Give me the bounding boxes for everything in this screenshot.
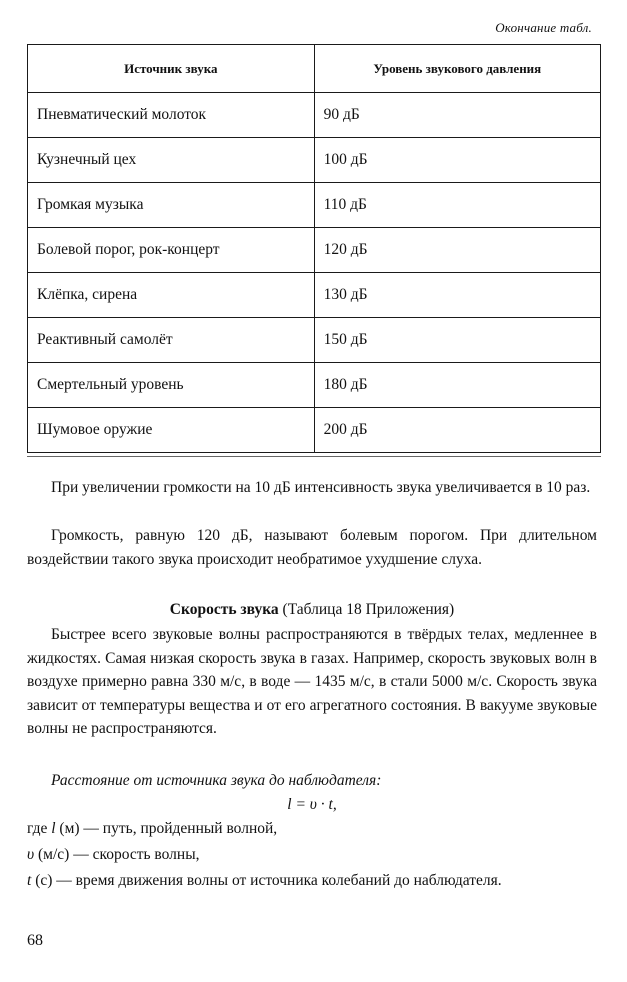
definition-time-text: (с) — время движения волны от источника колебаний до наблюдателя.: [31, 872, 502, 889]
table-cell-source: Громкая музыка: [28, 183, 315, 228]
section-heading-title: Скорость звука: [169, 601, 279, 618]
paragraph-pain-threshold: Громкость, равную 120 дБ, называют болевым порогом. При длительном воздействии такого звука происходит необратимое ухудшение слуха.: [27, 527, 597, 568]
definition-path: [27, 817, 597, 841]
table-cell-level: 110 дБ: [314, 183, 600, 228]
table-cell-source: Болевой порог, рок-концерт: [28, 228, 315, 273]
column-header-source: Источник звука: [28, 45, 315, 93]
paragraph-loudness: При увеличении громкости на 10 дБ интенсивность звука увеличивается в 10 раз.: [51, 479, 591, 496]
table-header-row: [28, 45, 601, 93]
definition-time: [27, 869, 597, 893]
symbol-l: l: [51, 820, 56, 837]
table-cell-level: 120 дБ: [314, 228, 600, 273]
table-row: [28, 183, 601, 228]
table-cell-source: Кузнечный цех: [28, 138, 315, 183]
table-cell-level: 150 дБ: [314, 318, 600, 363]
table-cell-source: Смертельный уровень: [28, 363, 315, 408]
definition-prefix: где: [27, 820, 52, 837]
section-heading-reference: (Таблица 18 Приложения): [278, 601, 455, 618]
table-row: [28, 363, 601, 408]
table-row: [28, 273, 601, 318]
definition-velocity-text: (м/с) — скорость волны,: [34, 846, 200, 863]
paragraph-distance-intro: Расстояние от источника звука до наблюдателя:: [51, 772, 382, 789]
table-cell-level: 180 дБ: [314, 363, 600, 408]
table-bottom-rule: [27, 456, 601, 457]
table-cell-source: Пневматический молоток: [28, 93, 315, 138]
page-number: 68: [27, 932, 43, 949]
definition-path-text: (м) — путь, пройденный волной,: [55, 820, 278, 837]
table-row: [28, 408, 601, 453]
table-cell-level: 90 дБ: [314, 93, 600, 138]
table-row: [28, 93, 601, 138]
table-continuation-label: Окончание табл.: [495, 20, 592, 35]
table-cell-source: Клёпка, сирена: [28, 273, 315, 318]
table-row: [28, 228, 601, 273]
section-heading: [27, 598, 597, 622]
definition-velocity: [27, 843, 597, 867]
distance-formula: l = υ · t,: [287, 796, 337, 813]
table-cell-source: Шумовое оружие: [28, 408, 315, 453]
column-header-level: Уровень звукового давления: [314, 45, 600, 93]
symbol-t: t: [27, 872, 32, 889]
table-cell-level: 130 дБ: [314, 273, 600, 318]
table-cell-source: Реактивный самолёт: [28, 318, 315, 363]
symbol-v: υ: [27, 846, 35, 863]
paragraph-sound-speed: Быстрее всего звуковые волны распространяются в твёрдых телах, медленнее в жидкостях. Самая низкая скорость звука в газах. Например, скорость звуковых волн в воздухе примерно равна 330 м/с, в воде — 1435 м/с, в стали 5000 м/с. Скорость звука зависит от температуры вещества и от его агрегатного состояния. В вакууме звуковые волны не распространяются.: [27, 626, 597, 737]
table-cell-level: 200 дБ: [314, 408, 600, 453]
table-row: [28, 138, 601, 183]
table-cell-level: 100 дБ: [314, 138, 600, 183]
sound-level-table: [27, 44, 601, 453]
table-row: [28, 318, 601, 363]
